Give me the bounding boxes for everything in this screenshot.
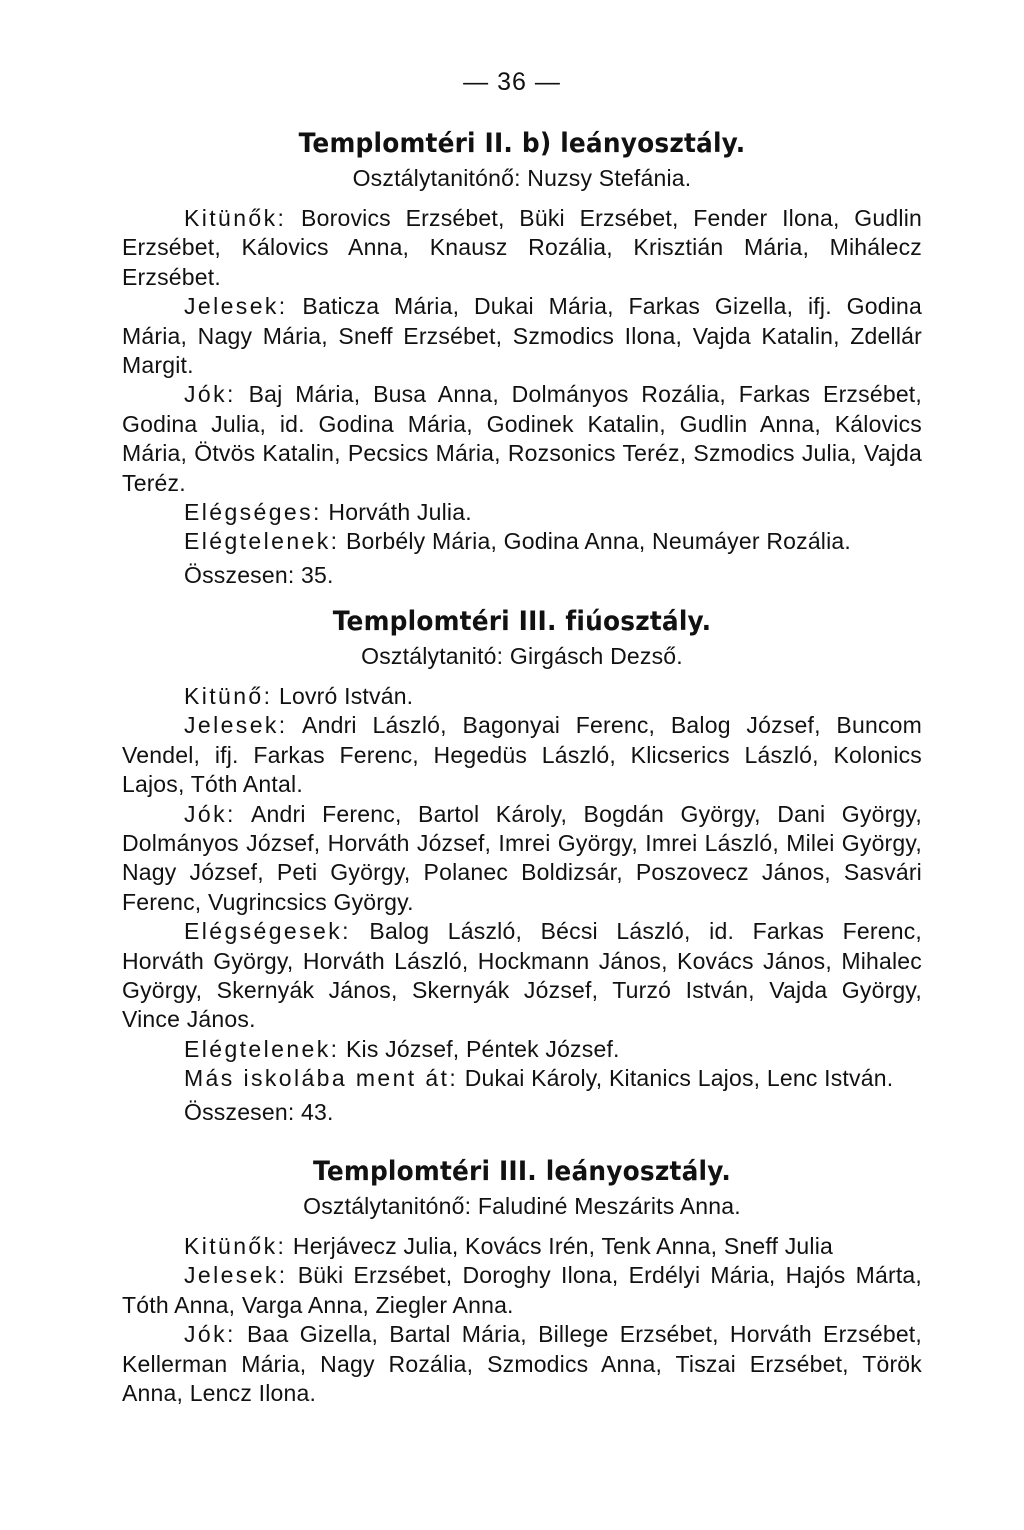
category-label: Elégséges:	[184, 499, 322, 526]
paragraph-sufficient	[122, 498, 922, 527]
section-templomteri-3-girls	[122, 1156, 922, 1408]
paragraph-excellent	[122, 204, 922, 292]
section-heading: Templomtéri III. fiúosztály.	[332, 606, 712, 637]
category-label: Elégtelenek:	[184, 528, 340, 555]
category-label: Elégtelenek:	[184, 1035, 340, 1062]
names-list: Borovics Erzsébet, Büki Erzsébet, Fender Ilona, Gudlin Erzsébet, Kálovics Anna, Knausz Rozália, Krisztián Mária, Mihálecz Erzsébet.	[122, 205, 922, 290]
category-label: Elégségesek:	[184, 918, 351, 945]
paragraph-insufficient	[122, 1035, 922, 1064]
names-list: Lovró István.	[272, 683, 414, 709]
names-list: Horváth Julia.	[321, 499, 472, 526]
category-label: Jelesek:	[184, 293, 288, 320]
teacher-line: Osztálytanitónő: Nuzsy Stefánia.	[352, 165, 692, 191]
paragraph-good	[122, 800, 922, 918]
category-label: Más iskolába ment át:	[184, 1065, 459, 1092]
page-number: — 36 —	[463, 68, 561, 96]
category-label: Jók:	[184, 1321, 236, 1348]
section-total: Összesen: 43.	[184, 1098, 334, 1125]
category-label: Jók:	[184, 800, 236, 827]
teacher-line: Osztálytanitó: Girgásch Dezső.	[361, 643, 683, 669]
names-list: Baj Mária, Busa Anna, Dolmányos Rozália, Farkas Erzsébet, Godina Julia, id. Godina Mária, Godinek Katalin, Gudlin Anna, Kálovics Mária, Ötvös Katalin, Pecsics Mária, Rozsonics Teréz, Szmodics Julia, Vajda Teréz.	[122, 381, 922, 496]
section-heading: Templomtéri III. leányosztály.	[313, 1156, 731, 1187]
names-list: Kis József, Péntek József.	[339, 1035, 620, 1062]
category-label: Kitünők:	[184, 1233, 287, 1259]
section-templomteri-3-boys	[122, 606, 922, 1127]
paragraph-transferred	[122, 1064, 922, 1093]
paragraph-good	[122, 1320, 922, 1408]
paragraph-good	[122, 380, 922, 498]
names-list: Büki Erzsébet, Doroghy Ilona, Erdélyi Mária, Hajós Márta, Tóth Anna, Varga Anna, Ziegler Anna.	[122, 1262, 922, 1318]
paragraph-very-good	[122, 711, 922, 799]
names-list: Herjávecz Julia, Kovács Irén, Tenk Anna, Sneff Julia	[286, 1233, 834, 1259]
teacher-line: Osztálytanitónő: Faludiné Meszárits Anna.	[303, 1193, 741, 1219]
paragraph-excellent	[122, 682, 922, 711]
paragraph-very-good	[122, 292, 922, 380]
names-list: Balog László, Bécsi László, id. Farkas Ferenc, Horváth György, Horváth László, Hockmann János, Kovács János, Mihalec György, Skernyák János, Skernyák József, Turzó István, Vajda György, Vince János.	[122, 918, 922, 1033]
paragraph-excellent	[122, 1232, 922, 1261]
section-heading: Templomtéri II. b) leányosztály.	[298, 128, 746, 159]
names-list: Andri Ferenc, Bartol Károly, Bogdán György, Dani György, Dolmányos József, Horváth József, Imrei György, Imrei László, Milei György, Nagy József, Peti György, Polanec Boldizsár, Poszovecz János, Sasvári Ferenc, Vugrincsics György.	[122, 800, 922, 915]
names-list: Dukai Károly, Kitanics Lajos, Lenc István.	[458, 1065, 894, 1092]
paragraph-very-good	[122, 1261, 922, 1320]
names-list: Andri László, Bagonyai Ferenc, Balog József, Buncom Vendel, ifj. Farkas Ferenc, Hegedüs László, Klicserics László, Kolonics Lajos, Tóth Antal.	[122, 712, 922, 798]
category-label: Jelesek:	[184, 1262, 288, 1289]
category-label: Jók:	[184, 381, 236, 408]
paragraph-insufficient	[122, 527, 922, 556]
paragraph-sufficient	[122, 917, 922, 1035]
names-list: Borbély Mária, Godina Anna, Neumáyer Rozália.	[339, 528, 852, 555]
names-list: Baa Gizella, Bartal Mária, Billege Erzsébet, Horváth Erzsébet, Kellerman Mária, Nagy Rozália, Szmodics Anna, Tiszai Erzsébet, Török Anna, Lencz Ilona.	[122, 1321, 922, 1407]
section-templomteri-2b-girls	[122, 128, 922, 590]
section-total: Összesen: 35.	[184, 561, 334, 588]
category-label: Kitünők:	[184, 205, 287, 231]
category-label: Kitünő:	[184, 683, 273, 709]
category-label: Jelesek:	[184, 712, 288, 739]
names-list: Baticza Mária, Dukai Mária, Farkas Gizella, ifj. Godina Mária, Nagy Mária, Sneff Erzsébet, Szmodics Ilona, Vajda Katalin, Zdellár Margit.	[122, 293, 922, 379]
